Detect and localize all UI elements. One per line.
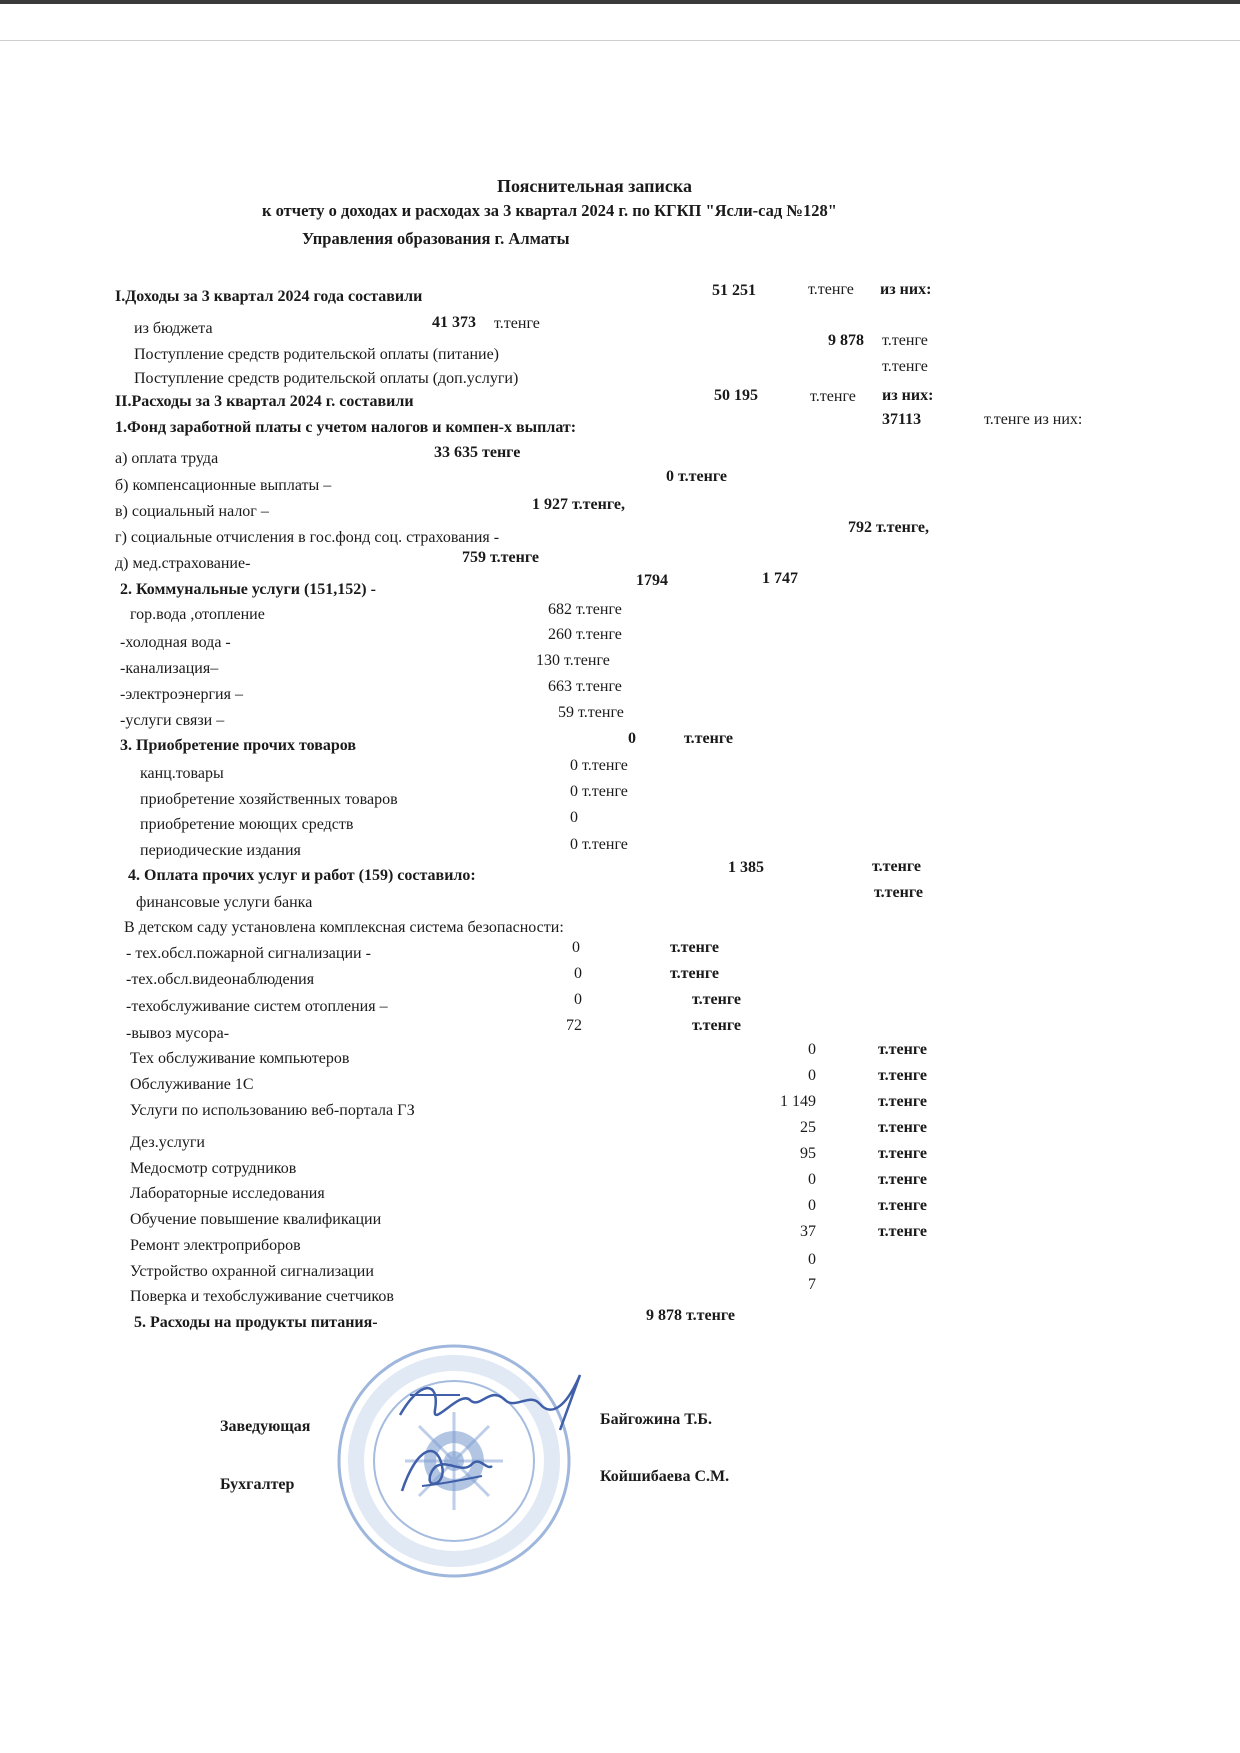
utility-label: гор.вода ,отопление — [130, 606, 265, 623]
security-item-label: - тех.обсл.пожарной сигнализации - — [126, 945, 371, 962]
goods-item-label: периодические издания — [140, 842, 301, 859]
utilities-amount-2: 1 747 — [762, 570, 798, 587]
service-item-value: 0 — [808, 1067, 816, 1084]
service-item-label: Обучение повышение квалификации — [130, 1211, 382, 1228]
service-item-unit: т.тенге — [878, 1093, 927, 1110]
security-item-label: -вывоз мусора- — [126, 1025, 230, 1042]
parent-food-amount: 9 878 — [828, 332, 864, 349]
service-item-label: Устройство охранной сигнализации — [130, 1263, 374, 1280]
utility-label: -услуги связи – — [120, 712, 225, 729]
payroll-item-value: 759 т.тенге — [462, 549, 539, 566]
security-item-value: 0 — [572, 939, 580, 956]
utility-label: -электроэнергия – — [120, 686, 243, 703]
service-item-label: Обслуживание 1С — [130, 1076, 254, 1093]
bank-services-label: финансовые услуги банка — [136, 894, 313, 911]
expenses-amount: 50 195 — [714, 387, 758, 404]
service-item-value: 25 — [800, 1119, 816, 1136]
service-item-unit: т.тенге — [878, 1171, 927, 1188]
service-item-unit: т.тенге — [878, 1197, 927, 1214]
service-item-label: Ремонт электроприборов — [130, 1237, 301, 1254]
accountant-title: Бухгалтер — [220, 1476, 295, 1493]
goods-amount: 0 — [628, 730, 636, 747]
accountant-name: Койшибаева С.М. — [600, 1468, 730, 1485]
security-item-unit: т.тенге — [670, 939, 719, 956]
service-item-value: 1 149 — [780, 1093, 816, 1110]
goods-item-label: приобретение хозяйственных товаров — [140, 791, 398, 808]
service-item-value: 0 — [808, 1251, 816, 1268]
payroll-item-label: в) социальный налог – — [115, 503, 269, 520]
goods-item-value: 0 т.тенге — [570, 757, 628, 774]
payroll-item-label: а) оплата труда — [115, 450, 219, 467]
goods-label: 3. Приобретение прочих товаров — [120, 737, 357, 754]
goods-item-label: приобретение моющих средств — [140, 816, 354, 833]
food-label: 5. Расходы на продукты питания- — [134, 1314, 378, 1331]
utility-value: 663 т.тенге — [548, 678, 622, 695]
utility-value: 260 т.тенге — [548, 626, 622, 643]
budget-amount: 41 373 — [432, 314, 476, 331]
utility-label: -холодная вода - — [120, 634, 231, 651]
utility-value: 130 т.тенге — [536, 652, 610, 669]
utilities-amount: 1794 — [636, 572, 668, 589]
page-subtitle: к отчету о доходах и расходах за 3 квартал 2024 г. по КГКП "Ясли-сад №128" — [262, 201, 837, 220]
service-item-label: Тех обслуживание компьютеров — [130, 1050, 350, 1067]
service-item-value: 7 — [808, 1276, 816, 1293]
service-item-label: Поверка и техобслуживание счетчиков — [130, 1288, 394, 1305]
security-item-unit: т.тенге — [692, 991, 741, 1008]
security-intro: В детском саду установлена комплексная система безопасности: — [124, 919, 564, 936]
income-label: I.Доходы за 3 квартал 2024 года составили — [115, 288, 423, 305]
security-item-value: 0 — [574, 991, 582, 1008]
income-amount: 51 251 — [712, 282, 756, 299]
expenses-label: II.Расходы за 3 квартал 2024 г. составили — [115, 393, 414, 410]
service-item-unit: т.тенге — [878, 1067, 927, 1084]
services-amount: 1 385 — [728, 859, 764, 876]
service-item-unit: т.тенге — [878, 1041, 927, 1058]
income-of-which: из них: — [880, 281, 932, 298]
parent-extra-unit: т.тенге — [882, 358, 928, 375]
payroll-item-label: г) социальные отчисления в гос.фонд соц. страхования - — [115, 529, 500, 546]
page-title: Пояснительная записка — [497, 176, 693, 196]
scan-top-edge — [0, 0, 1240, 4]
service-item-value: 37 — [800, 1223, 816, 1240]
service-item-value: 0 — [808, 1171, 816, 1188]
utility-value: 59 т.тенге — [558, 704, 624, 721]
security-item-label: -тех.обсл.видеонаблюдения — [126, 971, 315, 988]
payroll-item-value: 1 927 т.тенге, — [532, 496, 625, 513]
utilities-label: 2. Коммунальные услуги (151,152) - — [120, 581, 376, 598]
payroll-item-value: 33 635 тенге — [434, 444, 521, 461]
service-item-unit: т.тенге — [878, 1145, 927, 1162]
head-name: Байгожина Т.Б. — [600, 1411, 712, 1428]
service-item-label: Дез.услуги — [130, 1134, 205, 1151]
parent-food-label: Поступление средств родительской оплаты (питание) — [134, 346, 500, 363]
payroll-item-label: б) компенсационные выплаты – — [115, 477, 332, 494]
security-item-unit: т.тенге — [692, 1017, 741, 1034]
security-item-value: 0 — [574, 965, 582, 982]
page-subtitle-2: Управления образования г. Алматы — [302, 229, 570, 248]
payroll-amount: 37113 — [882, 411, 922, 428]
payroll-item-value: 792 т.тенге, — [848, 519, 929, 536]
budget-label: из бюджета — [134, 320, 213, 337]
bank-services-unit: т.тенге — [874, 884, 923, 901]
food-value: 9 878 т.тенге — [646, 1307, 735, 1324]
security-item-value: 72 — [566, 1017, 582, 1034]
service-item-value: 95 — [800, 1145, 816, 1162]
budget-unit: т.тенге — [494, 315, 540, 332]
payroll-suffix: т.тенге из них: — [984, 411, 1083, 428]
utility-value: 682 т.тенге — [548, 601, 622, 618]
utility-label: -канализация– — [120, 660, 219, 677]
scan-artifact-line — [0, 40, 1240, 41]
service-item-label: Лабораторные исследования — [130, 1185, 325, 1202]
goods-item-label: канц.товары — [140, 765, 224, 782]
accountant-signature — [392, 1436, 502, 1501]
security-item-label: -техобслуживание систем отопления – — [126, 998, 388, 1015]
payroll-item-value: 0 т.тенге — [666, 468, 727, 485]
service-item-unit: т.тенге — [878, 1223, 927, 1240]
services-label: 4. Оплата прочих услуг и работ (159) составило: — [128, 867, 476, 884]
service-item-value: 0 — [808, 1041, 816, 1058]
services-unit: т.тенге — [872, 858, 921, 875]
head-title: Заведующая — [220, 1418, 311, 1435]
service-item-label: Медосмотр сотрудников — [130, 1160, 297, 1177]
service-item-unit: т.тенге — [878, 1119, 927, 1136]
expenses-of-which: из них: — [882, 387, 934, 404]
payroll-label: 1.Фонд заработной платы с учетом налогов и компен-х выплат: — [115, 419, 577, 436]
security-item-unit: т.тенге — [670, 965, 719, 982]
expenses-unit: т.тенге — [810, 388, 856, 405]
payroll-item-label: д) мед.страхование- — [115, 555, 251, 572]
income-unit: т.тенге — [808, 281, 854, 298]
goods-item-value: 0 т.тенге — [570, 783, 628, 800]
goods-unit: т.тенге — [684, 730, 733, 747]
head-signature — [390, 1370, 590, 1440]
parent-food-unit: т.тенге — [882, 332, 928, 349]
goods-item-value: 0 — [570, 809, 578, 826]
service-item-value: 0 — [808, 1197, 816, 1214]
service-item-label: Услуги по использованию веб-портала ГЗ — [130, 1102, 415, 1119]
goods-item-value: 0 т.тенге — [570, 836, 628, 853]
parent-extra-label: Поступление средств родительской оплаты (доп.услуги) — [134, 370, 519, 387]
